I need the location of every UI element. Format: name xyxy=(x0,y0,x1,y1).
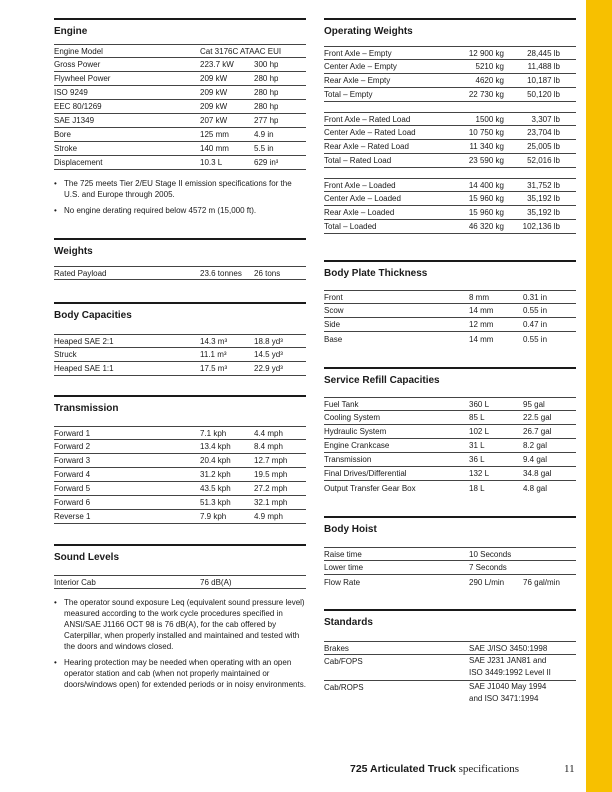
table-row: EEC 80/1269 209 kW 280 hp xyxy=(54,100,306,114)
accent-sidebar xyxy=(586,0,612,792)
page-footer xyxy=(350,763,575,775)
table-row: Heaped SAE 1:1 17.5 m³ 22.9 yd³ xyxy=(54,362,306,376)
body-capacities-section xyxy=(54,302,306,376)
table-row: Cab/FOPS SAE J231 JAN81 and ISO 3449:1992 Level II xyxy=(324,655,576,681)
standards-title: Standards xyxy=(324,609,576,631)
table-row: Side 12 mm 0.47 in xyxy=(324,318,576,332)
footer-model: 725 Articulated Truck xyxy=(350,763,456,775)
transmission-title: Transmission xyxy=(54,395,306,417)
table-row: Output Transfer Gear Box 18 L 4.8 gal xyxy=(324,483,548,493)
table-row: Reverse 1 7.9 kph 4.9 mph xyxy=(54,510,306,524)
table-row: Scow 14 mm 0.55 in xyxy=(324,304,576,318)
table-row: Front Axle – Rated Load 1500 kg 3,307 lb xyxy=(324,112,576,126)
table-row: Flywheel Power 209 kW 280 hp xyxy=(54,72,306,86)
table-row: Raise time 10 Seconds xyxy=(324,547,576,561)
body-plate-section xyxy=(324,260,576,346)
table-row: Forward 5 43.5 kph 27.2 mph xyxy=(54,482,306,496)
table-row: Cooling System 85 L 22.5 gal xyxy=(324,411,576,425)
table-row: Rated Payload 23.6 tonnes 26 tons xyxy=(54,266,306,280)
table-row: Front 8 mm 0.31 in xyxy=(324,290,576,304)
service-refill-title: Service Refill Capacities xyxy=(324,367,576,389)
table-row: Brakes SAE J/ISO 3450:1998 xyxy=(324,641,576,655)
standards-section xyxy=(324,609,576,707)
table-row: Fuel Tank 360 L 95 gal xyxy=(324,397,576,411)
table-row: Displacement 10.3 L 629 in³ xyxy=(54,156,306,170)
table-row: Stroke 140 mm 5.5 in xyxy=(54,142,306,156)
table-row: Total – Rated Load 23 590 kg 52,016 lb xyxy=(324,154,576,168)
table-row: ISO 9249 209 kW 280 hp xyxy=(54,86,306,100)
note-item: • No engine derating required below 4572 m (15,000 ft). xyxy=(54,205,306,216)
table-row: Base 14 mm 0.55 in xyxy=(324,334,548,344)
body-hoist-section xyxy=(324,516,576,589)
table-row: Forward 1 7.1 kph 4.4 mph xyxy=(54,426,306,440)
table-row: Rear Axle – Loaded 15 960 kg 35,192 lb xyxy=(324,206,576,220)
table-row: Lower time 7 Seconds xyxy=(324,561,576,575)
sound-levels-section xyxy=(54,544,306,695)
table-row: Forward 4 31.2 kph 19.5 mph xyxy=(54,468,306,482)
table-row: Final Drives/Differential 132 L 34.8 gal xyxy=(324,467,576,481)
table-row: Center Axle – Rated Load 10 750 kg 23,704 lb xyxy=(324,126,576,140)
table-row: Front Axle – Loaded 14 400 kg 31,752 lb xyxy=(324,178,576,192)
page-number: 11 xyxy=(564,763,575,775)
note-item: • The 725 meets Tier 2/EU Stage II emission specifications for the U.S. and Europe through 2005. xyxy=(54,178,306,200)
table-row: Engine Crankcase 31 L 8.2 gal xyxy=(324,439,576,453)
table-row: Cab/ROPS SAE J1040 May 1994 and ISO 3471:1994 xyxy=(324,682,547,703)
weights-title: Weights xyxy=(54,238,306,260)
sound-levels-title: Sound Levels xyxy=(54,544,306,566)
engine-notes xyxy=(54,178,306,216)
note-item: • Hearing protection may be needed when operating with an open operator station and cab (when not properly maintained or doors/windows open) for extended periods or in noisy environments. xyxy=(54,657,306,690)
operating-weights-section xyxy=(324,18,576,234)
transmission-section xyxy=(54,395,306,524)
table-row: Heaped SAE 2:1 14.3 m³ 18.8 yd³ xyxy=(54,334,306,348)
table-row: Front Axle – Empty 12 900 kg 28,445 lb xyxy=(324,46,576,60)
table-row: Center Axle – Empty 5210 kg 11,488 lb xyxy=(324,60,576,74)
table-row: Hydraulic System 102 L 26.7 gal xyxy=(324,425,576,439)
operating-weights-title: Operating Weights xyxy=(324,18,576,40)
table-row: SAE J1349 207 kW 277 hp xyxy=(54,114,306,128)
table-row: Center Axle – Loaded 15 960 kg 35,192 lb xyxy=(324,192,576,206)
table-row: Total – Empty 22 730 kg 50,120 lb xyxy=(324,88,576,102)
table-row: Engine Model Cat 3176C ATAAC EUI xyxy=(54,44,306,58)
service-refill-section xyxy=(324,367,576,495)
engine-title: Engine xyxy=(54,18,306,40)
body-capacities-title: Body Capacities xyxy=(54,302,306,324)
table-row: Gross Power 223.7 kW 300 hp xyxy=(54,58,306,72)
sound-notes xyxy=(54,597,306,690)
footer-specs: specifications xyxy=(455,763,520,775)
table-row: Total – Loaded 46 320 kg 102,136 lb xyxy=(324,220,576,234)
table-row: Forward 2 13.4 kph 8.4 mph xyxy=(54,440,306,454)
table-row: Rear Axle – Rated Load 11 340 kg 25,005 lb xyxy=(324,140,576,154)
table-row: Forward 6 51.3 kph 32.1 mph xyxy=(54,496,306,510)
body-hoist-title: Body Hoist xyxy=(324,516,576,538)
table-row: Bore 125 mm 4.9 in xyxy=(54,128,306,142)
table-row: Flow Rate 290 L/min 76 gal/min xyxy=(324,577,560,587)
note-item: • The operator sound exposure Leq (equivalent sound pressure level) measured according to the work cycle procedures specified in ANSI/SAE J1166 OCT 98 is 76 dB(A), for the cab offered by Caterpillar, when properly installed and maintained and tested with the doors and windows closed. xyxy=(54,597,306,652)
body-plate-title: Body Plate Thickness xyxy=(324,260,576,282)
engine-table xyxy=(54,44,306,170)
weights-section xyxy=(54,238,306,280)
engine-section xyxy=(54,18,306,221)
table-row: Forward 3 20.4 kph 12.7 mph xyxy=(54,454,306,468)
table-row: Struck 11.1 m³ 14.5 yd³ xyxy=(54,348,306,362)
table-row: Transmission 36 L 9.4 gal xyxy=(324,453,576,467)
table-row: Interior Cab 76 dB(A) xyxy=(54,575,306,589)
table-row: Rear Axle – Empty 4620 kg 10,187 lb xyxy=(324,74,576,88)
